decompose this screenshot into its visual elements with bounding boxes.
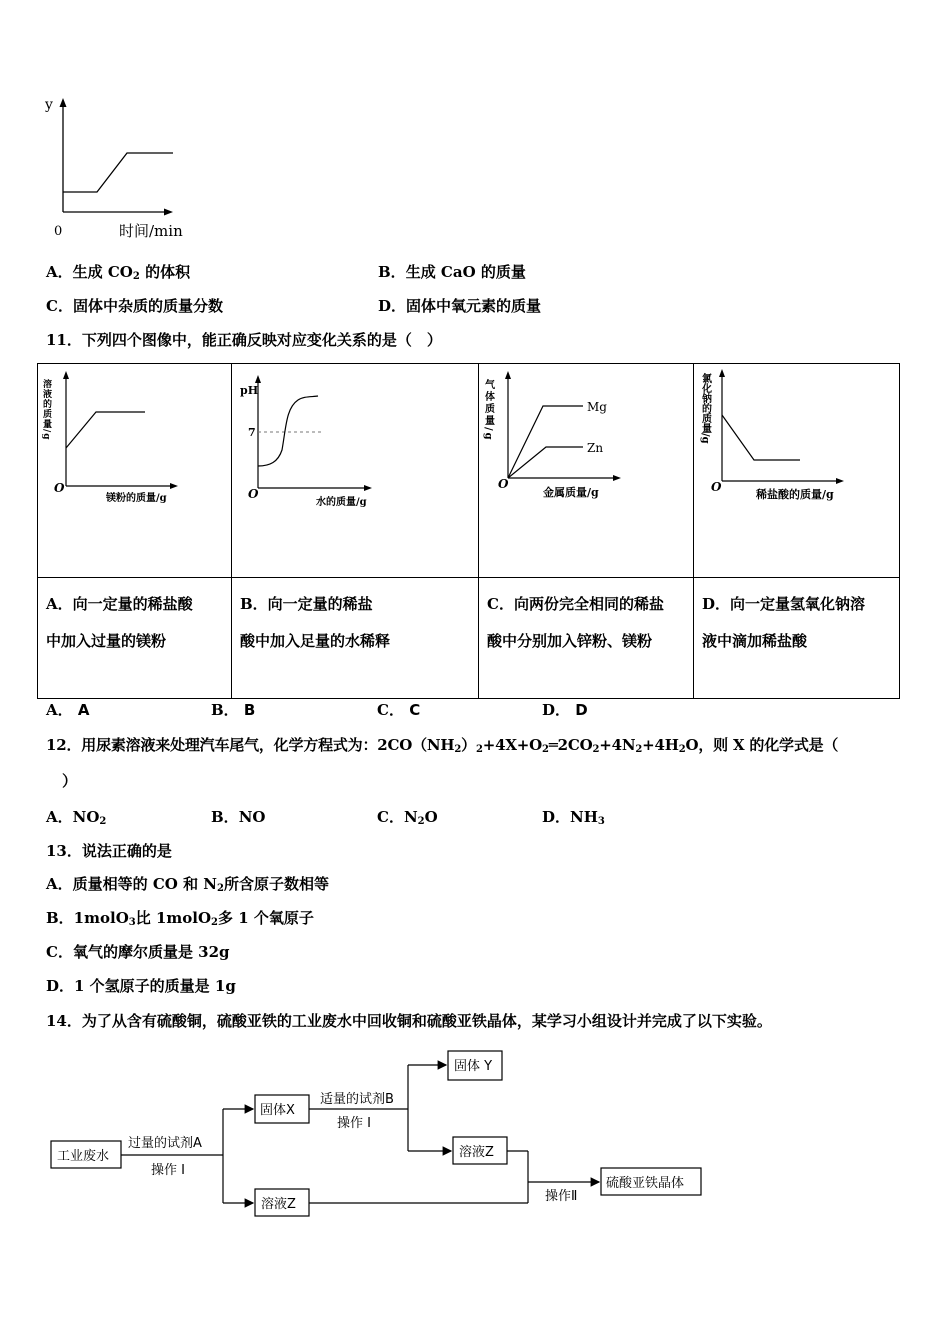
q11-graph-table [37, 363, 900, 699]
flow-op1: 操作 I [151, 1163, 185, 1178]
q11b-ref: 7 [248, 426, 256, 439]
q11b-origin: O [248, 487, 259, 501]
flow-solid-x: 固体X [260, 1103, 295, 1118]
q11-graph-cell-b [232, 364, 479, 578]
q11-option-b: B． B [211, 701, 256, 719]
q11-caption-c: C．向两份完全相同的稀盐 酸中分别加入锌粉、镁粉 [479, 578, 694, 699]
q10-graph [40, 92, 200, 244]
flow-op2: 操作Ⅱ [545, 1189, 578, 1204]
q11c-y-label: 气体质量/g [482, 379, 494, 442]
q11-graph-cell-a [38, 364, 232, 578]
q11c-origin: O [498, 477, 509, 491]
q11-graph-b [232, 364, 478, 573]
q12-stem-close: ） [62, 772, 78, 790]
q11-caption-b: B．向一定量的稀盐 酸中加入足量的水稀释 [232, 578, 479, 699]
q14-flowchart [40, 1045, 720, 1230]
flow-solution-z1: 溶液Z [261, 1197, 296, 1212]
q13-option-c: C．氧气的摩尔质量是 32g [46, 943, 230, 961]
q11-caption-d: D．向一定量氢氧化钠溶 液中滴加稀盐酸 [694, 578, 900, 699]
q11-option-a: A． A [46, 701, 90, 719]
q11d-y-label: 氯化钠的质量/g [699, 373, 711, 444]
flow-reagent-a: 过量的试剂A [128, 1136, 202, 1151]
q11-graph-a [38, 364, 231, 573]
flow-solid-y: 固体 Y [454, 1059, 493, 1074]
q11-graph-d [694, 364, 899, 573]
q11b-x-label: 水的质量/g [316, 497, 367, 508]
q10-x-label: 时间/min [119, 222, 183, 240]
q11-graph-cell-d [694, 364, 900, 578]
q11c-series-mg: Mg [587, 400, 607, 414]
flow-reagent-b: 适量的试剂B [320, 1092, 394, 1107]
q10-option-a: A．生成 $CO_2$ 的体积 [46, 263, 191, 282]
q10-option-c: C．固体中杂质的质量分数 [46, 297, 223, 315]
q13-option-a: A．质量相等的 CO 和 $N_2$所含原子数相等 [46, 875, 330, 894]
q11c-x-label: 金属质量/g [543, 486, 599, 499]
q12-option-b: B．NO [211, 808, 266, 826]
q14-stem: 14．为了从含有硫酸铜，硫酸亚铁的工业废水中回收铜和硫酸亚铁晶体，某学习小组设计并完成了以下实验。 [46, 1012, 772, 1030]
flow-solution-z2: 溶液Z [459, 1145, 494, 1160]
q10-origin: 0 [54, 224, 63, 239]
q13-option-d: D．1 个氢原子的质量是 1g [46, 977, 236, 995]
q10-option-b: B．生成 CaO 的质量 [378, 263, 526, 281]
q10-option-d: D．固体中氧元素的质量 [378, 297, 542, 315]
q11-option-d: D． D [542, 701, 588, 719]
flow-op1b: 操作 I [337, 1116, 371, 1131]
q12-option-a: A．$NO_2$ [46, 808, 107, 827]
q13-option-b: B．1molO$_3$比 1molO$_2$多 1 个氧原子 [46, 909, 314, 928]
q11-caption-a: A．向一定量的稀盐酸 中加入过量的镁粉 [38, 578, 232, 699]
q11b-y-label: pH [240, 384, 259, 397]
q11a-x-label: 镁粉的质量/g [106, 493, 167, 504]
flow-crystal: 硫酸亚铁晶体 [606, 1176, 685, 1191]
q10-y-label: y [45, 97, 53, 113]
q12-stem: 12．用尿素溶液来处理汽车尾气，化学方程式为：$2CO(NH_2)_2+4X+O_2═2CO_2+4N_2+4H_2O$，则 X 的化学式是（ [46, 736, 839, 755]
q11a-origin: O [54, 481, 65, 495]
q11-graph-c [479, 364, 693, 573]
q11-stem: 11．下列四个图像中，能正确反映对应变化关系的是（ ） [46, 331, 442, 349]
q11-graph-cell-c [479, 364, 694, 578]
q11d-x-label: 稀盐酸的质量/g [756, 488, 834, 501]
q12-option-c: C．$N_2O$ [377, 808, 438, 827]
flow-wastewater: 工业废水 [57, 1149, 110, 1164]
q11-option-c: C． C [377, 701, 421, 719]
q11d-origin: O [711, 480, 722, 494]
q12-option-d: D．$NH_3$ [542, 808, 605, 827]
q13-stem: 13．说法正确的是 [46, 842, 172, 860]
q11c-series-zn: Zn [587, 441, 604, 455]
q11a-y-label: 溶液的质量/g [41, 379, 51, 441]
